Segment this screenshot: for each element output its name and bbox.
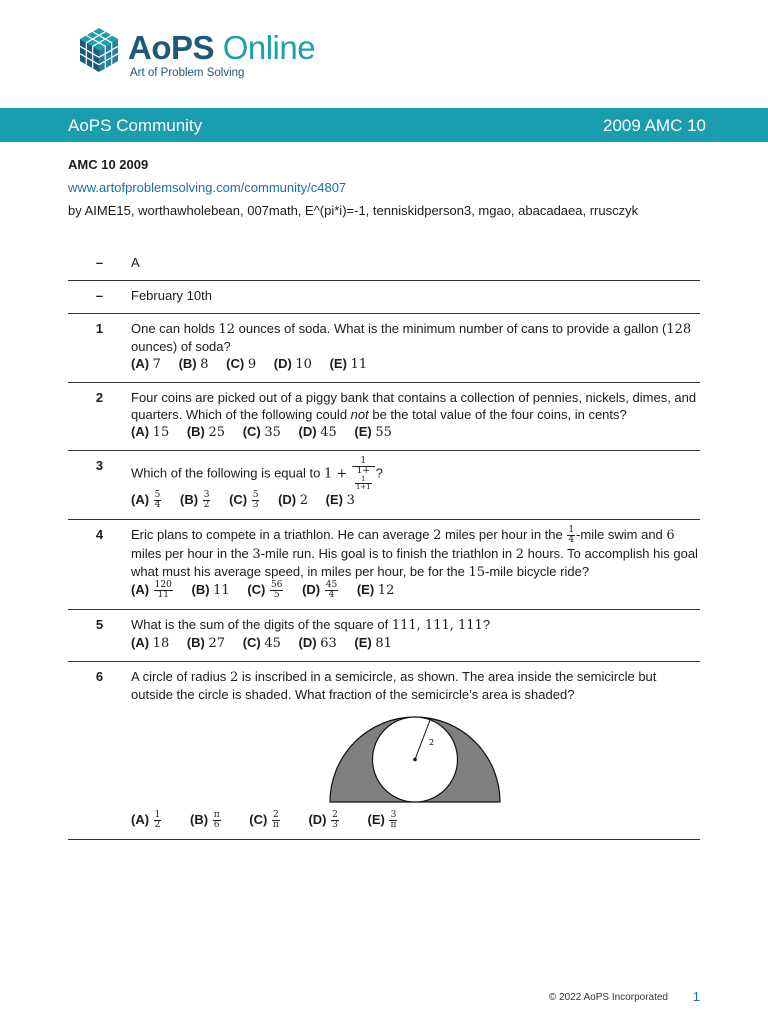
problem-statement: What is the sum of the digits of the square of 111, 111, 111? (A) 18 (B) 27 (C) 45 (D) 63 (E) 81 xyxy=(131,617,491,652)
page-number: 1 xyxy=(692,989,700,1004)
answer-choices xyxy=(131,356,381,371)
authors-line: by AIME15, worthawholebean, 007math, E^(pi*i)=-1, tenniskidperson3, mgao, abacadaea, rrusczyk xyxy=(68,203,639,218)
choice-c: (C) $\frac{2}{\pi}$ xyxy=(249,810,279,831)
choice-a: (A) 15 xyxy=(131,424,170,440)
problem-number: 1 xyxy=(95,321,104,336)
choice-b: (B) 25 xyxy=(186,424,226,440)
table-row xyxy=(68,281,700,314)
community-link[interactable]: www.artofproblemsolving.com/community/c4807 xyxy=(68,180,347,195)
problem-3 xyxy=(68,451,700,520)
choice-e: (E) $\frac{3}{\pi}$ xyxy=(367,810,397,831)
problem-statement: Four coins are picked out of a piggy bank that contains a collection of pennies, nickels, dimes, and quarters. Which of the following could not be the total value of the four coins, in cents? (A) 15 (B) 25 (C) 35 (D) 45 (E) 55 xyxy=(131,390,697,440)
choice-c: (C) 45 xyxy=(242,635,281,652)
choice-d: (D) 45 xyxy=(298,424,337,440)
banner-left-title: AoPS Community xyxy=(68,116,203,135)
choice-e: (E) 11 xyxy=(329,356,368,372)
choice-c: (C) 35 xyxy=(242,424,281,440)
choice-d: (D) 2 xyxy=(278,492,309,508)
logo-brand-bold: AoPS xyxy=(128,29,215,66)
cube-logo-icon xyxy=(78,26,120,74)
choice-d: (D) 10 xyxy=(273,356,312,372)
nested-fraction: 1 1+ 1 1+1 xyxy=(352,457,375,491)
problem-6 xyxy=(68,662,700,840)
problem-number: 3 xyxy=(95,458,104,473)
problem-number: 4 xyxy=(95,527,104,543)
choice-e: (E) 81 xyxy=(354,635,392,652)
logo-brand-light: Online xyxy=(222,29,316,66)
row-text: February 10th xyxy=(131,288,212,303)
problem-table xyxy=(68,248,700,840)
logo-subtitle: Art of Problem Solving xyxy=(130,67,245,79)
row-text: A xyxy=(131,255,140,270)
problem-number: 5 xyxy=(95,617,104,633)
answer-choices xyxy=(131,580,408,601)
problem-5 xyxy=(68,610,700,662)
problem-statement: A circle of radius 2 is inscribed in a semicircle, as shown. The area inside the semicircle but outside the circle is shaded. What fraction of the semicircle’s area is shaded? 2 (A) $\frac{1}{2}$ (B) $\frac{\pi}{6}$ (C) $\frac{2}{\pi}$ (D) $\frac{2}{3}$ (E) $\frac{3}{\pi}$ xyxy=(131,669,657,831)
answer-choices xyxy=(131,490,369,511)
choice-b: (B) 11 xyxy=(191,582,230,599)
answer-choices xyxy=(131,635,406,650)
choice-e: (E) 3 xyxy=(325,492,355,508)
choice-a: (A) $\frac{120}{11}$ xyxy=(131,580,172,601)
choice-d: (D) 63 xyxy=(298,635,337,652)
table-row xyxy=(68,248,700,281)
choice-a: (A) 7 xyxy=(131,356,161,372)
radius-label: 2 xyxy=(429,738,435,748)
contest-title: AMC 10 2009 xyxy=(68,157,149,172)
logo-wordmark xyxy=(128,30,315,66)
problem-number: 6 xyxy=(95,669,104,685)
choice-d: (D) $\frac{45}{4}$ xyxy=(302,580,338,601)
problem-statement: One can holds 12 ounces of soda. What is the minimum number of cans to provide a gallon (128 ounces) of soda? (A) 7 (B) 8 (C) 9 (D) 10 (E) 11 xyxy=(131,321,692,372)
choice-b: (B) 27 xyxy=(186,635,226,652)
choice-e: (E) 12 xyxy=(356,582,395,599)
problem-2 xyxy=(68,383,700,451)
row-number: – xyxy=(95,255,104,270)
community-banner xyxy=(0,108,768,142)
choice-c: (C) $\frac{5}{3}$ xyxy=(229,490,259,511)
answer-choices xyxy=(131,810,412,831)
problem-1 xyxy=(68,314,700,383)
choice-c: (C) $\frac{56}{5}$ xyxy=(247,580,283,601)
problem-statement: Which of the following is equal to 1 + 1 1+ 1 1+1 ? (A) $\frac{5}{4}$ (B) $\frac{3}{2}$ (C) $\frac{5}{3}$ (D) 2 (E) 3 xyxy=(131,456,383,511)
copyright-footer: © 2022 AoPS Incorporated xyxy=(548,992,668,1003)
choice-e: (E) 55 xyxy=(354,424,392,440)
row-number: – xyxy=(95,288,104,303)
answer-choices xyxy=(131,424,406,439)
choice-a: (A) $\frac{5}{4}$ xyxy=(131,490,161,511)
choice-a: (A) $\frac{1}{2}$ xyxy=(131,810,161,831)
choice-b: (B) 8 xyxy=(178,356,209,372)
choice-b: (B) $\frac{3}{2}$ xyxy=(180,490,210,511)
problem-number: 2 xyxy=(95,390,104,405)
choice-b: (B) $\frac{\pi}{6}$ xyxy=(190,810,220,831)
problem-4 xyxy=(68,520,700,610)
banner-right-title: 2009 AMC 10 xyxy=(602,116,706,135)
choice-c: (C) 9 xyxy=(226,356,257,372)
problem-statement: Eric plans to compete in a triathlon. He can average 2 miles per hour in the $\frac{1}{4}$ -mile swim and 6 miles per hour in the 3-mile run. His goal is to finish the triathlon in 2 hours. To accomplish his goal what must his average speed, in miles per hour, be for the 15-mile bicycle ride? (A) $\frac{120}{11}$ (B) 11 (C) $\frac{56}{5}$ (D) $\frac{45}{4}$ (E) 12 xyxy=(131,525,698,601)
semicircle-figure xyxy=(327,713,503,805)
choice-a: (A) 18 xyxy=(131,635,170,652)
aops-logo xyxy=(78,24,338,82)
choice-d: (D) $\frac{2}{3}$ xyxy=(308,810,338,831)
